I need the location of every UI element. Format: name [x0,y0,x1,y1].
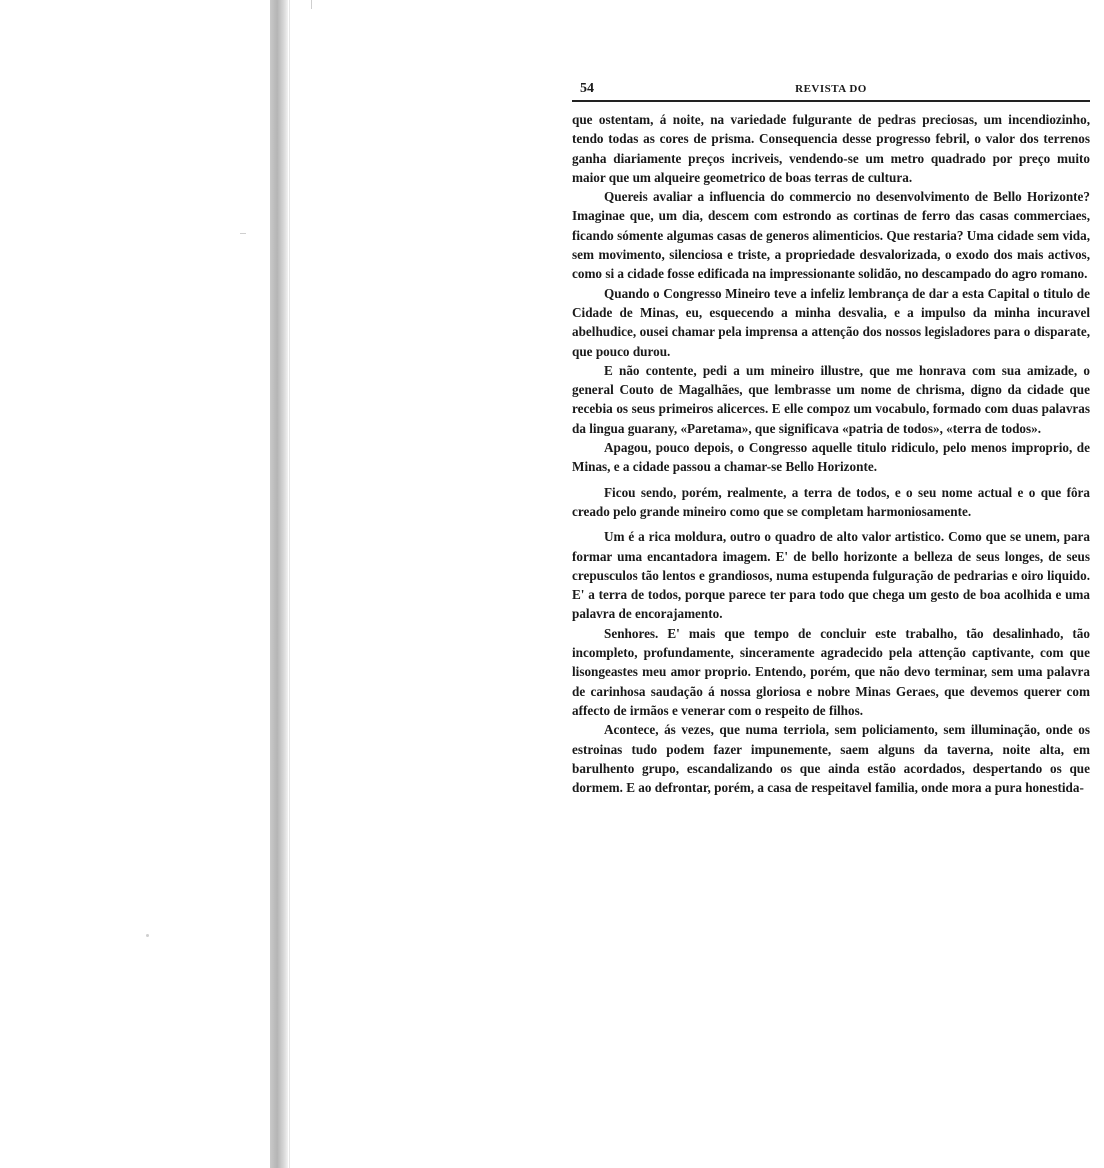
paragraph: Quando o Congresso Mineiro teve a infeliz lembrança de dar a esta Capital o titulo de Cidade de Minas, eu, esquecendo a minha desvalia, e a impulso da minha incuravel abelhudice, ousei chamar pela imprensa a attenção dos nossos legisladores para o disparate, que pouco durou. [572,285,1090,359]
paragraph: E não contente, pedi a um mineiro illustre, que me honrava com sua amizade, o general Couto de Magalhães, que lembrasse um nome de chrisma, digno da cidade que recebia os seus primeiros alicerces. E elle compoz um vocabulo, formado com duas palavras da lingua guarany, «Paretama», que significava «patria de todos», «terra de todos». [572,362,1090,436]
body-text [572,110,1090,797]
paragraph: Um é a rica moldura, outro o quadro de alto valor artistico. Como que se unem, para formar uma encantadora imagem. E' de bello horizonte a belleza de seus longes, de seus crepusculos tão lentos e grandiosos, numa estupenda fulguração de pedrarias e oiro liquido. E' a terra de todos, porque parece ter para todo que chega um gesto de boa acolhida e uma palavra de encorajamento. [572,529,1090,622]
running-head: REVISTA DO [795,83,867,95]
paragraph: Ficou sendo, porém, realmente, a terra de todos, e o seu nome actual e o que fôra creado pelo grande mineiro como que se completam harmoniosamente. [572,484,1090,519]
scan-speck [146,934,149,937]
page-number: 54 [580,81,594,96]
scan-speck [311,0,312,9]
paragraph: Quereis avaliar a influencia do commercio no desenvolvimento de Bello Horizonte? Imaginae que, um dia, descem com estrondo as cortinas de ferro das casas commerciaes, ficando sómente algumas casas de generos alimenticios. Que restaria? Uma cidade sem vida, sem movimento, silenciosa e triste, a propriedade desvalorizada, o exodo dos mais activos, como si a cidade fosse edificada na impressionante solidão, no descampado do agro romano. [572,189,1090,282]
document-page [572,78,1090,797]
scan-speck [240,233,246,234]
book-gutter-line [289,0,290,1168]
paragraph: Acontece, ás vezes, que numa terriola, sem policiamento, sem illuminação, onde os estroinas tudo podem fazer impunemente, saem alguns da taverna, noite alta, em barulhento grupo, escandalizando os que ainda estão acordados, despertando os que dormem. E ao defrontar, porém, a casa de respeitavel familia, onde mora a pura honestida- [572,722,1090,796]
paragraph: que ostentam, á noite, na variedade fulgurante de pedras preciosas, um incendiozinho, tendo todas as cores de prisma. Consequencia desse progresso febril, o valor dos terrenos ganha diariamente preços incriveis, vendendo-se um metro quadrado por preço muito maior que um alqueire geometrico de boas terras de cultura. [572,112,1090,185]
page-header [572,78,1090,102]
paragraph: Senhores. E' mais que tempo de concluir este trabalho, tão desalinhado, tão incompleto, profundamente, sinceramente agradecido pela attenção captivante, com que lisongeastes meu amor proprio. Entendo, porém, que não devo terminar, sem uma palavra de carinhosa saudação á nossa gloriosa e nobre Minas Geraes, que devemos querer com affecto de irmãos e venerar com o respeito de filhos. [572,625,1090,718]
paragraph: Apagou, pouco depois, o Congresso aquelle titulo ridiculo, pelo menos improprio, de Minas, e a cidade passou a chamar-se Bello Horizonte. [572,440,1090,475]
book-gutter-shadow [270,0,288,1168]
